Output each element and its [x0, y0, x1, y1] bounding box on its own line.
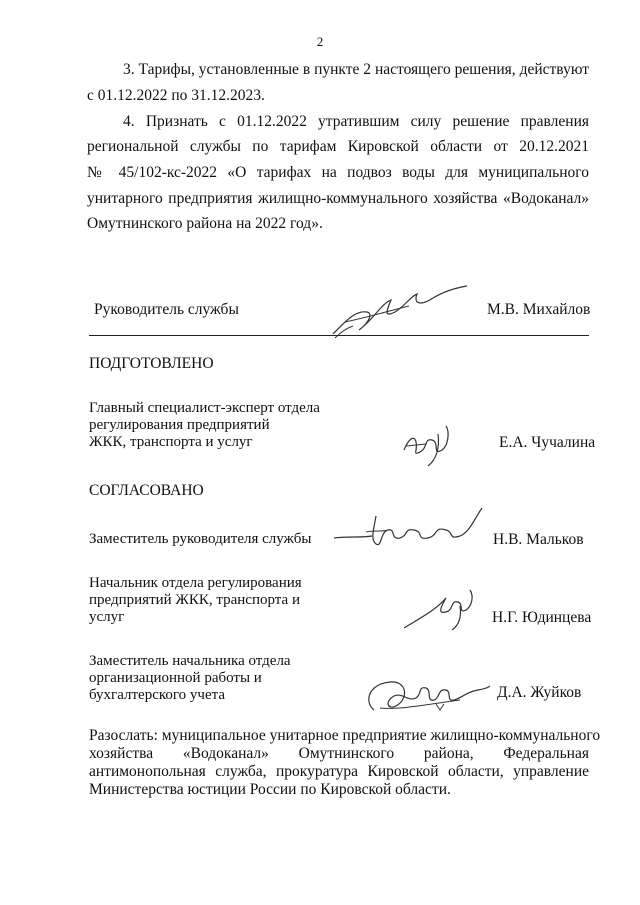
para4-line1: 4. Признать с 01.12.2022 утратившим силу решение правления — [123, 113, 589, 130]
para4-line2: региональной службы по тарифам Кировской области от 20.12.2021 — [87, 138, 589, 155]
signer1-name: Н.В. Мальков — [493, 531, 584, 548]
signer2-name: Н.Г. Юдинцева — [492, 609, 592, 626]
head-name: М.В. Михайлов — [487, 301, 591, 318]
signer3-name: Д.А. Жуйков — [497, 684, 582, 701]
para3-line1: 3. Тарифы, установленные в пункте 2 настоящего решения, действуют — [123, 61, 589, 78]
signer3-signature-image — [360, 670, 490, 720]
agreed-heading: СОГЛАСОВАНО — [89, 482, 204, 499]
prepared-name: Е.А. Чучалина — [499, 434, 596, 451]
signer1-title-line1: Заместитель руководителя службы — [89, 531, 312, 547]
signer3-title-line3: бухгалтерского учета — [89, 687, 226, 703]
signer2-title-line2: предприятий ЖКК, транспорта и — [89, 592, 300, 608]
distribution-line3: антимонопольная служба, прокуратура Кировской области, управление — [89, 763, 589, 780]
signer1-signature-image — [330, 502, 490, 552]
distribution-line4: Министерства юстиции России по Кировской области. — [89, 781, 451, 798]
prepared-title-line3: ЖКК, транспорта и услуг — [89, 434, 253, 450]
signer2-title-line3: услуг — [89, 609, 125, 625]
para4-line3: № 45/102-кс-2022 «О тарифах на подвоз воды для муниципального — [87, 164, 589, 181]
signer3-title-line1: Заместитель начальника отдела — [89, 653, 291, 669]
page-number: 2 — [316, 34, 324, 49]
signer2-title-line1: Начальник отдела регулирования — [89, 575, 302, 591]
head-signature-image — [325, 282, 475, 342]
signer2-signature-image — [400, 584, 480, 634]
head-title: Руководитель службы — [94, 301, 239, 318]
distribution-line2: хозяйства «Водоканал» Омутнинского района, Федеральная — [89, 745, 589, 762]
prepared-heading: ПОДГОТОВЛЕНО — [89, 355, 214, 372]
para3-line2: с 01.12.2022 по 31.12.2023. — [87, 87, 265, 104]
prepared-signature-image — [398, 420, 458, 470]
signer3-title-line2: организационной работы и — [89, 670, 262, 686]
para4-line4: унитарного предприятия жилищно-коммунального хозяйства «Водоканал» — [87, 190, 589, 207]
prepared-title-line1: Главный специалист-эксперт отдела — [89, 400, 320, 416]
prepared-title-line2: регулирования предприятий — [89, 417, 270, 433]
para4-line5: Омутнинского района на 2022 год». — [87, 215, 323, 232]
distribution-line1: Разослать: муниципальное унитарное предприятие жилищно-коммунального — [89, 727, 601, 744]
